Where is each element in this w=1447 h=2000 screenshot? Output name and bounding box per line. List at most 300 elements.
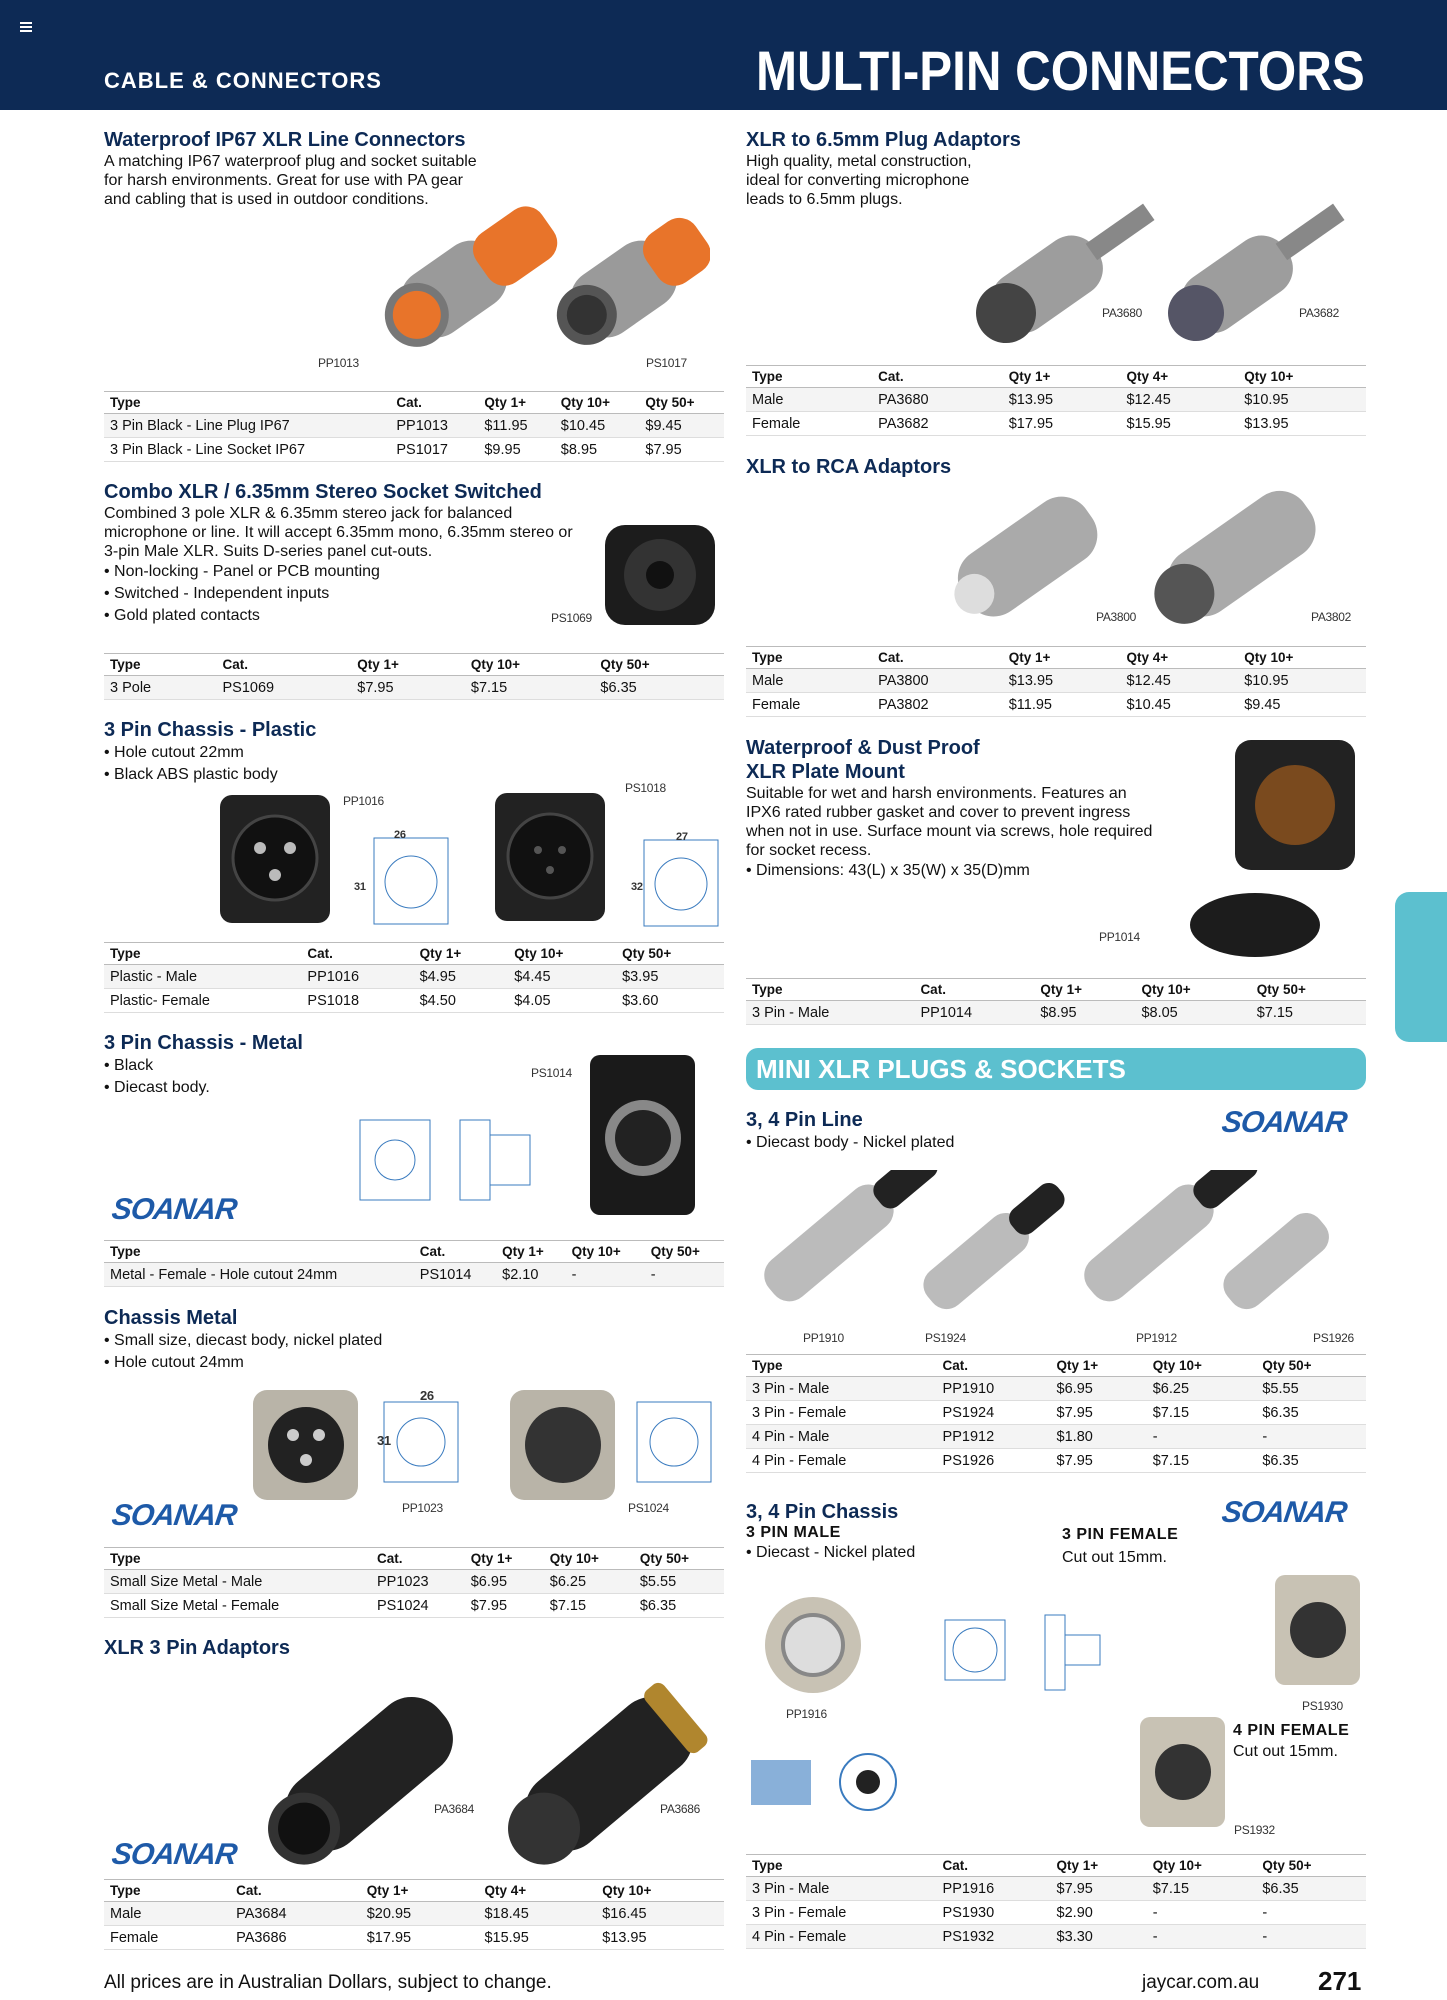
plug65-desc: High quality, metal construction, ideal for converting microphone leads to 6.5mm plugs. bbox=[746, 153, 972, 208]
column-header: Qty 50+ bbox=[634, 1548, 724, 1570]
mini-chassis-male-label: 3 PIN MALE bbox=[746, 1524, 841, 1541]
column-header: Qty 1+ bbox=[478, 392, 554, 414]
ip67-price-table bbox=[104, 391, 724, 462]
column-header: Cat. bbox=[937, 1355, 1051, 1377]
column-header: Cat. bbox=[872, 366, 1003, 388]
table-cell: $4.50 bbox=[414, 989, 509, 1013]
table-cell: PA3802 bbox=[872, 693, 1003, 717]
page-header bbox=[0, 0, 1447, 110]
table-cell: $11.95 bbox=[478, 414, 554, 438]
column-header: Qty 10+ bbox=[465, 654, 595, 676]
page-number: 271 bbox=[1318, 1966, 1362, 1996]
table-cell: 4 Pin - Female bbox=[746, 1449, 937, 1473]
combo-title: Combo XLR / 6.35mm Stereo Socket Switched bbox=[104, 481, 542, 503]
column-header: Cat. bbox=[872, 647, 1003, 669]
table-cell: $9.45 bbox=[1238, 693, 1366, 717]
column-header: Qty 1+ bbox=[1051, 1355, 1147, 1377]
footer-note: All prices are in Australian Dollars, subject to change. bbox=[104, 1972, 552, 1993]
rca-image bbox=[930, 465, 1370, 625]
plate-price-table bbox=[746, 978, 1366, 1025]
column-header: Qty 1+ bbox=[361, 1880, 479, 1902]
plastic-price-table bbox=[104, 942, 724, 1013]
rca-cat-1: PA3800 bbox=[1096, 610, 1137, 624]
table-row bbox=[746, 388, 1366, 412]
table-cell: Female bbox=[746, 693, 872, 717]
rca-title: XLR to RCA Adaptors bbox=[746, 456, 952, 478]
column-header: Cat. bbox=[414, 1241, 496, 1263]
bullet-item: • Hole cutout 22mm bbox=[104, 742, 484, 764]
table-cell: 3 Pin - Male bbox=[746, 1877, 937, 1901]
table-row bbox=[104, 965, 724, 989]
table-cell: 4 Pin - Male bbox=[746, 1425, 937, 1449]
combo-cat: PS1069 bbox=[551, 611, 592, 625]
bullet-item: • Diecast - Nickel plated bbox=[746, 1542, 1006, 1564]
adaptors3-section bbox=[104, 1636, 484, 1660]
plate-title-2: XLR Plate Mount bbox=[746, 761, 905, 783]
column-header: Qty 1+ bbox=[496, 1241, 565, 1263]
table-cell: $10.95 bbox=[1238, 388, 1366, 412]
table-cell: PA3684 bbox=[230, 1902, 361, 1926]
table-cell: $17.95 bbox=[1003, 412, 1121, 436]
table-header-row bbox=[746, 1355, 1366, 1377]
table-cell: Male bbox=[746, 388, 872, 412]
table-cell: Plastic- Female bbox=[104, 989, 301, 1013]
table-row bbox=[104, 676, 724, 700]
combo-socket-image bbox=[600, 515, 725, 630]
table-cell: $12.45 bbox=[1120, 388, 1238, 412]
table-cell: $11.95 bbox=[1003, 693, 1121, 717]
table-cell: $7.15 bbox=[465, 676, 595, 700]
table-row bbox=[746, 669, 1366, 693]
table-row bbox=[746, 1901, 1366, 1925]
bullet-item: • Dimensions: 43(L) x 35(W) x 35(D)mm bbox=[746, 860, 1156, 882]
mini-line-cat-4: PS1926 bbox=[1313, 1331, 1354, 1345]
table-cell: 3 Pin Black - Line Socket IP67 bbox=[104, 438, 390, 462]
mini-line-title: 3, 4 Pin Line bbox=[746, 1109, 863, 1131]
column-header: Type bbox=[746, 1355, 937, 1377]
column-header: Type bbox=[746, 647, 872, 669]
table-cell: Male bbox=[746, 669, 872, 693]
table-cell: PS1069 bbox=[217, 676, 352, 700]
table-cell: $6.35 bbox=[594, 676, 724, 700]
column-header: Qty 50+ bbox=[1251, 979, 1366, 1001]
soanar-logo: SOANAR bbox=[1219, 1496, 1349, 1529]
chassis-metal-title: Chassis Metal bbox=[104, 1307, 238, 1329]
table-header-row bbox=[104, 1880, 724, 1902]
column-header: Qty 50+ bbox=[1256, 1855, 1366, 1877]
ip67-cat-2: PS1017 bbox=[646, 356, 687, 370]
table-header-row bbox=[104, 392, 724, 414]
page-title: MULTI-PIN CONNECTORS bbox=[756, 39, 1365, 102]
plate-desc: Suitable for wet and harsh environments. Features an IPX6 rated rubber gasket and cover to prevent ingress when not in use. Surface mount via screws, hole required for socket recess. bbox=[746, 785, 1153, 859]
bullet-item: • Gold plated contacts bbox=[104, 605, 584, 627]
adaptors3-price-table bbox=[104, 1879, 724, 1950]
section-title: CABLE & CONNECTORS bbox=[104, 68, 382, 93]
table-cell: 3 Pole bbox=[104, 676, 217, 700]
adaptors3-cat-1: PA3684 bbox=[434, 1802, 475, 1816]
ip67-connectors-image bbox=[370, 200, 710, 380]
mini-chassis-male-image bbox=[758, 1590, 868, 1700]
table-cell: $6.95 bbox=[1051, 1377, 1147, 1401]
column-header: Qty 10+ bbox=[1147, 1855, 1257, 1877]
adaptors3-title: XLR 3 Pin Adaptors bbox=[104, 1637, 290, 1659]
table-cell: PS1014 bbox=[414, 1263, 496, 1287]
bullet-item: • Diecast body - Nickel plated bbox=[746, 1132, 1146, 1154]
mini-chassis-female4-block: 4 PIN FEMALE Cut out 15mm. bbox=[1233, 1722, 1373, 1761]
table-cell: $6.35 bbox=[1256, 1401, 1366, 1425]
bullet-item: • Black ABS plastic body bbox=[104, 764, 484, 786]
mini-chassis-section bbox=[746, 1500, 1006, 1564]
section-side-tab[interactable] bbox=[1395, 892, 1447, 1042]
table-cell: $3.30 bbox=[1051, 1925, 1147, 1949]
column-header: Qty 10+ bbox=[566, 1241, 645, 1263]
table-row bbox=[746, 1877, 1366, 1901]
table-cell: $7.95 bbox=[1051, 1401, 1147, 1425]
plastic-female-image bbox=[490, 788, 610, 928]
table-cell: PP1014 bbox=[914, 1001, 1034, 1025]
plug65-cat-2: PA3682 bbox=[1299, 306, 1340, 320]
table-cell: $13.95 bbox=[596, 1926, 724, 1950]
table-cell: 3 Pin - Female bbox=[746, 1401, 937, 1425]
table-cell: - bbox=[1256, 1901, 1366, 1925]
mini-xlr-banner: MINI XLR PLUGS & SOCKETS bbox=[746, 1048, 1366, 1090]
mini-line-image bbox=[746, 1170, 1366, 1335]
soanar-logo: SOANAR bbox=[109, 1193, 239, 1226]
table-row bbox=[104, 1926, 724, 1950]
table-cell: $15.95 bbox=[478, 1926, 596, 1950]
table-cell: 4 Pin - Female bbox=[746, 1925, 937, 1949]
adaptors3-cat-2: PA3686 bbox=[660, 1802, 701, 1816]
column-header: Qty 50+ bbox=[594, 654, 724, 676]
column-header: Qty 10+ bbox=[1238, 647, 1366, 669]
plug65-cat-1: PA3680 bbox=[1102, 306, 1143, 320]
table-header-row bbox=[104, 1548, 724, 1570]
table-cell: $6.35 bbox=[1256, 1449, 1366, 1473]
table-cell: Male bbox=[104, 1902, 230, 1926]
table-cell: PP1023 bbox=[371, 1570, 465, 1594]
column-header: Type bbox=[746, 366, 872, 388]
table-cell: $2.10 bbox=[496, 1263, 565, 1287]
column-header: Qty 10+ bbox=[1238, 366, 1366, 388]
menu-icon[interactable] bbox=[20, 22, 32, 32]
adaptors3-image bbox=[260, 1680, 740, 1880]
table-cell: $8.95 bbox=[1034, 1001, 1135, 1025]
table-cell: $4.95 bbox=[414, 965, 509, 989]
table-cell: $7.15 bbox=[544, 1594, 634, 1618]
table-cell: $7.95 bbox=[639, 438, 724, 462]
metal-title: 3 Pin Chassis - Metal bbox=[104, 1032, 303, 1054]
bullet-item: • Black bbox=[104, 1055, 404, 1077]
chassis-metal-female-diagram bbox=[633, 1392, 717, 1488]
mini-line-section bbox=[746, 1108, 1146, 1154]
table-cell: $18.45 bbox=[478, 1902, 596, 1926]
column-header: Qty 1+ bbox=[1034, 979, 1135, 1001]
table-cell: $9.95 bbox=[478, 438, 554, 462]
metal-diagram bbox=[355, 1110, 555, 1210]
table-header-row bbox=[104, 654, 724, 676]
mini-chassis-female-label: 3 PIN FEMALE bbox=[1062, 1526, 1179, 1543]
chassis-metal-male-diagram bbox=[380, 1392, 464, 1488]
table-cell: 3 Pin Black - Line Plug IP67 bbox=[104, 414, 390, 438]
table-cell: $1.80 bbox=[1051, 1425, 1147, 1449]
table-header-row bbox=[746, 1855, 1366, 1877]
column-header: Type bbox=[104, 943, 301, 965]
table-cell: $10.95 bbox=[1238, 669, 1366, 693]
column-header: Cat. bbox=[230, 1880, 361, 1902]
plate-title-1: Waterproof & Dust Proof bbox=[746, 737, 980, 759]
column-header: Qty 1+ bbox=[414, 943, 509, 965]
metal-cat: PS1014 bbox=[531, 1066, 572, 1080]
table-row bbox=[746, 693, 1366, 717]
ip67-title: Waterproof IP67 XLR Line Connectors bbox=[104, 129, 466, 151]
table-row bbox=[104, 989, 724, 1013]
chassis-metal-section bbox=[104, 1306, 484, 1374]
table-cell: PA3682 bbox=[872, 412, 1003, 436]
plastic-cat-2: PS1018 bbox=[625, 781, 666, 795]
mini-chassis-female4-label: 4 PIN FEMALE bbox=[1233, 1722, 1350, 1739]
table-cell: $9.45 bbox=[639, 414, 724, 438]
mini-line-cat-3: PP1912 bbox=[1136, 1331, 1177, 1345]
table-row bbox=[104, 1902, 724, 1926]
plug65-image bbox=[970, 185, 1370, 345]
column-header: Cat. bbox=[937, 1855, 1051, 1877]
mini-chassis-title: 3, 4 Pin Chassis bbox=[746, 1501, 899, 1523]
table-cell: $6.25 bbox=[1147, 1377, 1257, 1401]
bullet-item: • Hole cutout 24mm bbox=[104, 1352, 484, 1374]
table-cell: 3 Pin - Female bbox=[746, 1901, 937, 1925]
plug65-price-table bbox=[746, 365, 1366, 436]
combo-section bbox=[104, 480, 584, 627]
table-row bbox=[746, 412, 1366, 436]
table-cell: $16.45 bbox=[596, 1902, 724, 1926]
soanar-logo: SOANAR bbox=[109, 1499, 239, 1532]
table-cell: $6.95 bbox=[465, 1570, 544, 1594]
plastic-section bbox=[104, 718, 484, 786]
bullet-item: • Small size, diecast body, nickel plated bbox=[104, 1330, 484, 1352]
footer-url[interactable]: jaycar.com.au bbox=[1142, 1972, 1260, 1993]
table-cell: PS1932 bbox=[937, 1925, 1051, 1949]
plastic-cat-1: PP1016 bbox=[343, 794, 384, 808]
plug65-title: XLR to 6.5mm Plug Adaptors bbox=[746, 129, 1021, 151]
chassis-metal-price-table bbox=[104, 1547, 724, 1618]
mini-chassis-female4-image bbox=[1135, 1712, 1230, 1832]
table-cell: $2.90 bbox=[1051, 1901, 1147, 1925]
table-row bbox=[104, 1263, 724, 1287]
column-header: Type bbox=[104, 1548, 371, 1570]
mini-line-cat-2: PS1924 bbox=[925, 1331, 966, 1345]
column-header: Qty 10+ bbox=[508, 943, 616, 965]
table-row bbox=[746, 1449, 1366, 1473]
table-cell: PS1926 bbox=[937, 1449, 1051, 1473]
table-cell: Female bbox=[746, 412, 872, 436]
table-cell: $7.95 bbox=[351, 676, 465, 700]
plastic-male-image bbox=[215, 790, 335, 930]
table-cell: PS1930 bbox=[937, 1901, 1051, 1925]
column-header: Qty 4+ bbox=[1120, 366, 1238, 388]
column-header: Type bbox=[104, 1880, 230, 1902]
column-header: Qty 4+ bbox=[1120, 647, 1238, 669]
table-row bbox=[746, 1925, 1366, 1949]
ip67-section bbox=[104, 128, 484, 209]
mini-chassis-diagram-1 bbox=[930, 1600, 1110, 1700]
column-header: Qty 1+ bbox=[1003, 647, 1121, 669]
column-header: Qty 1+ bbox=[465, 1548, 544, 1570]
plug65-section bbox=[746, 128, 1021, 209]
mini-chassis-cat-1: PP1916 bbox=[786, 1707, 827, 1721]
table-cell: $13.95 bbox=[1238, 412, 1366, 436]
table-cell: PS1024 bbox=[371, 1594, 465, 1618]
column-header: Qty 4+ bbox=[478, 1880, 596, 1902]
table-cell: $7.95 bbox=[1051, 1449, 1147, 1473]
table-cell: Female bbox=[104, 1926, 230, 1950]
table-cell: - bbox=[645, 1263, 724, 1287]
mini-chassis-female-image bbox=[1270, 1570, 1365, 1690]
column-header: Qty 50+ bbox=[1256, 1355, 1366, 1377]
metal-socket-image bbox=[585, 1050, 700, 1220]
chassis-metal-female-image bbox=[505, 1385, 620, 1505]
table-cell: PP1916 bbox=[937, 1877, 1051, 1901]
table-cell: Small Size Metal - Male bbox=[104, 1570, 371, 1594]
table-cell: $20.95 bbox=[361, 1902, 479, 1926]
column-header: Qty 1+ bbox=[1003, 366, 1121, 388]
column-header: Qty 1+ bbox=[1051, 1855, 1147, 1877]
table-cell: $3.95 bbox=[616, 965, 724, 989]
table-cell: 3 Pin - Male bbox=[746, 1377, 937, 1401]
table-row bbox=[104, 1570, 724, 1594]
table-cell: PS1018 bbox=[301, 989, 413, 1013]
metal-price-table bbox=[104, 1240, 724, 1287]
table-cell: $8.05 bbox=[1135, 1001, 1250, 1025]
bullet-item: • Switched - Independent inputs bbox=[104, 583, 584, 605]
table-cell: $17.95 bbox=[361, 1926, 479, 1950]
table-cell: Small Size Metal - Female bbox=[104, 1594, 371, 1618]
combo-desc: Combined 3 pole XLR & 6.35mm stereo jack for balanced microphone or line. It will accept 6.35mm mono, 6.35mm stereo or 3-pin Male XLR. Suits D-series panel cut-outs. bbox=[104, 505, 573, 560]
column-header: Cat. bbox=[301, 943, 413, 965]
table-header-row bbox=[104, 943, 724, 965]
table-cell: PA3686 bbox=[230, 1926, 361, 1950]
table-cell: PP1016 bbox=[301, 965, 413, 989]
table-cell: PA3680 bbox=[872, 388, 1003, 412]
ip67-cat-1: PP1013 bbox=[318, 356, 359, 370]
table-header-row bbox=[746, 647, 1366, 669]
table-row bbox=[746, 1001, 1366, 1025]
mini-line-cat-1: PP1910 bbox=[803, 1331, 844, 1345]
table-cell: $4.05 bbox=[508, 989, 616, 1013]
column-header: Type bbox=[104, 654, 217, 676]
table-cell: 3 Pin - Male bbox=[746, 1001, 914, 1025]
column-header: Cat. bbox=[390, 392, 478, 414]
column-header: Qty 1+ bbox=[351, 654, 465, 676]
table-cell: - bbox=[1147, 1901, 1257, 1925]
plate-cat: PP1014 bbox=[1099, 930, 1140, 944]
column-header: Type bbox=[746, 1855, 937, 1877]
table-cell: $5.55 bbox=[634, 1570, 724, 1594]
mini-line-price-table bbox=[746, 1354, 1366, 1473]
table-cell: PP1910 bbox=[937, 1377, 1051, 1401]
column-header: Qty 50+ bbox=[639, 392, 724, 414]
table-cell: $3.60 bbox=[616, 989, 724, 1013]
rca-cat-2: PA3802 bbox=[1311, 610, 1352, 624]
plate-mount-image bbox=[1185, 735, 1365, 960]
table-cell: $13.95 bbox=[1003, 388, 1121, 412]
table-cell: $7.15 bbox=[1147, 1877, 1257, 1901]
table-cell: PA3800 bbox=[872, 669, 1003, 693]
table-cell: Metal - Female - Hole cutout 24mm bbox=[104, 1263, 414, 1287]
bullet-item: • Non-locking - Panel or PCB mounting bbox=[104, 561, 584, 583]
column-header: Cat. bbox=[914, 979, 1034, 1001]
table-cell: PS1017 bbox=[390, 438, 478, 462]
column-header: Qty 10+ bbox=[555, 392, 640, 414]
table-row bbox=[104, 1594, 724, 1618]
table-cell: PS1924 bbox=[937, 1401, 1051, 1425]
table-cell: Plastic - Male bbox=[104, 965, 301, 989]
soanar-logo: SOANAR bbox=[109, 1838, 239, 1871]
table-cell: $15.95 bbox=[1120, 412, 1238, 436]
table-cell: $6.35 bbox=[1256, 1877, 1366, 1901]
table-cell: $12.45 bbox=[1120, 669, 1238, 693]
table-cell: $7.15 bbox=[1147, 1401, 1257, 1425]
table-row bbox=[746, 1425, 1366, 1449]
column-header: Qty 10+ bbox=[1147, 1355, 1257, 1377]
plastic-title: 3 Pin Chassis - Plastic bbox=[104, 719, 317, 741]
table-cell: - bbox=[1256, 1925, 1366, 1949]
mini-chassis-diagram-2 bbox=[746, 1745, 921, 1820]
table-cell: $6.35 bbox=[634, 1594, 724, 1618]
table-header-row bbox=[104, 1241, 724, 1263]
column-header: Qty 10+ bbox=[544, 1548, 634, 1570]
table-row bbox=[746, 1377, 1366, 1401]
table-cell: - bbox=[1147, 1425, 1257, 1449]
table-cell: $8.95 bbox=[555, 438, 640, 462]
mini-chassis-female-block: 3 PIN FEMALE Cut out 15mm. bbox=[1062, 1526, 1262, 1567]
column-header: Qty 50+ bbox=[616, 943, 724, 965]
mini-chassis-cat-2: PS1930 bbox=[1302, 1699, 1343, 1713]
table-cell: $7.15 bbox=[1251, 1001, 1366, 1025]
column-header: Qty 10+ bbox=[596, 1880, 724, 1902]
table-cell: $10.45 bbox=[1120, 693, 1238, 717]
plastic-male-diagram bbox=[370, 830, 452, 930]
chassis-metal-cat-1: PP1023 bbox=[402, 1501, 443, 1515]
chassis-metal-male-image bbox=[248, 1385, 363, 1505]
ip67-desc: A matching IP67 waterproof plug and socket suitable for harsh environments. Great for use with PA gear and cabling that is used in outdoor conditions. bbox=[104, 153, 477, 208]
mini-chassis-price-table bbox=[746, 1854, 1366, 1949]
table-cell: $4.45 bbox=[508, 965, 616, 989]
column-header: Type bbox=[104, 392, 390, 414]
mini-chassis-cat-3: PS1932 bbox=[1234, 1823, 1275, 1837]
table-cell: PP1013 bbox=[390, 414, 478, 438]
bullet-item: • Diecast body. bbox=[104, 1077, 404, 1099]
table-row bbox=[104, 414, 724, 438]
table-header-row bbox=[746, 366, 1366, 388]
table-row bbox=[746, 1401, 1366, 1425]
table-header-row bbox=[746, 979, 1366, 1001]
combo-price-table bbox=[104, 653, 724, 700]
table-cell: $13.95 bbox=[1003, 669, 1121, 693]
table-row bbox=[104, 438, 724, 462]
plastic-female-diagram bbox=[640, 832, 722, 932]
rca-price-table bbox=[746, 646, 1366, 717]
column-header: Type bbox=[746, 979, 914, 1001]
plate-section bbox=[746, 736, 1156, 882]
table-cell: $7.95 bbox=[465, 1594, 544, 1618]
table-cell: - bbox=[566, 1263, 645, 1287]
metal-section bbox=[104, 1031, 404, 1099]
table-cell: $7.95 bbox=[1051, 1877, 1147, 1901]
table-cell: $10.45 bbox=[555, 414, 640, 438]
column-header: Cat. bbox=[217, 654, 352, 676]
table-cell: $5.55 bbox=[1256, 1377, 1366, 1401]
table-cell: - bbox=[1256, 1425, 1366, 1449]
